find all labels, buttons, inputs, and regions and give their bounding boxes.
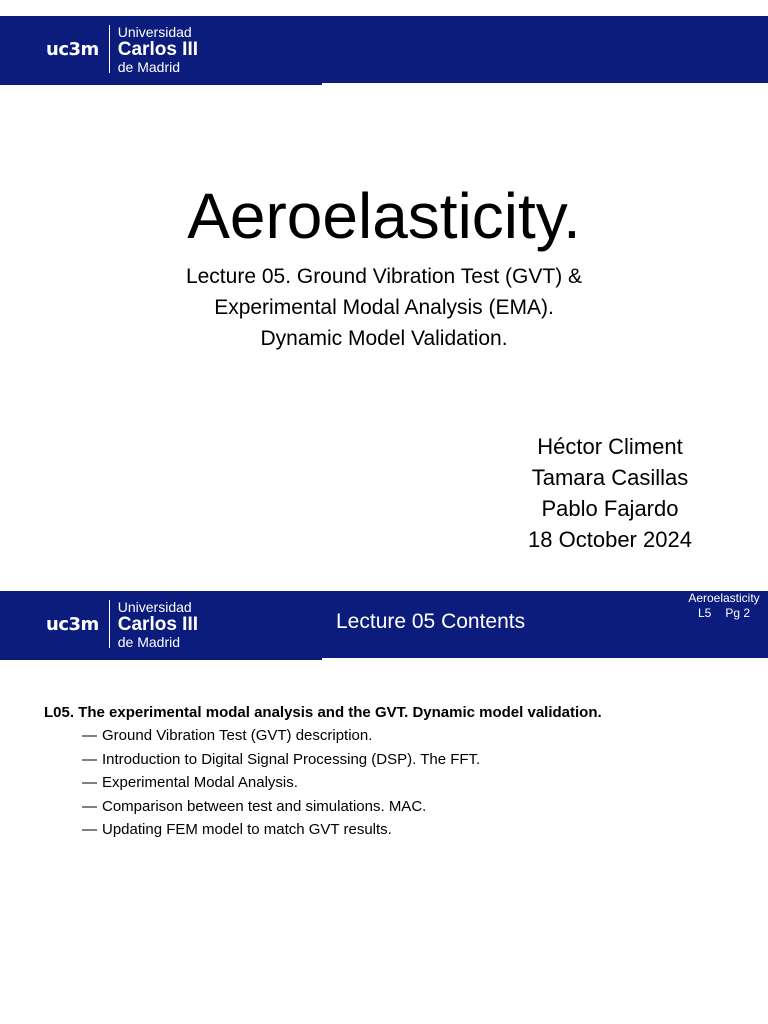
list-item: [82, 748, 480, 772]
authors-block: [500, 431, 720, 555]
logo-short: uc3m: [46, 613, 99, 635]
author-name: Héctor Climent: [537, 434, 683, 459]
contents-list: [82, 724, 480, 842]
logo-university-name: [118, 600, 198, 649]
slide-subtitle: [0, 261, 768, 354]
bullet-dash: —: [82, 797, 97, 815]
lecture-date: 18 October 2024: [528, 527, 692, 552]
subtitle-line: Experimental Modal Analysis (EMA).: [214, 296, 554, 319]
logo-line-2: Carlos III: [117, 613, 199, 635]
author-name: Tamara Casillas: [531, 465, 689, 490]
list-item-text: Updating FEM model to match GVT results.: [102, 821, 392, 839]
logo-line-1: Universidad: [117, 23, 192, 40]
logo-line-3: de Madrid: [117, 58, 181, 75]
list-item-text: Experimental Modal Analysis.: [102, 774, 298, 792]
logo-separator: [109, 600, 110, 648]
bullet-dash: —: [82, 750, 97, 768]
logo-line-1: Universidad: [117, 598, 192, 615]
list-item: [82, 724, 480, 748]
logo-university-name: [118, 25, 198, 74]
uc3m-logo: [46, 22, 198, 76]
logo-short: uc3m: [46, 38, 99, 60]
slide1-header: [0, 16, 768, 83]
logo-separator: [109, 25, 110, 73]
slide-title: Aeroelasticity.: [187, 180, 581, 252]
lecture-number: L5: [697, 606, 712, 620]
bullet-dash: —: [82, 727, 97, 744]
list-item-text: Ground Vibration Test (GVT) description.: [102, 727, 373, 744]
logo-line-3: de Madrid: [117, 633, 181, 650]
slide2-header-underline: [0, 658, 322, 660]
contents-heading: L05. The experimental modal analysis and the GVT. Dynamic model validation.: [44, 704, 602, 721]
page-corner-info: [680, 591, 768, 621]
list-item-text: Introduction to Digital Signal Processing (DSP). The FFT.: [102, 750, 481, 768]
bullet-dash: —: [82, 821, 97, 839]
lecture-page-row: [680, 606, 768, 621]
list-item: [82, 795, 480, 819]
list-item: [82, 818, 480, 842]
author-name: Pablo Fajardo: [541, 496, 679, 521]
bullet-dash: —: [82, 774, 97, 792]
list-item: [82, 771, 480, 795]
course-name: Aeroelasticity: [688, 591, 760, 605]
subtitle-line: Lecture 05. Ground Vibration Test (GVT) &: [185, 265, 583, 288]
page-number: Pg 2: [725, 606, 751, 620]
uc3m-logo: [46, 597, 198, 651]
slide2-header: [0, 591, 768, 658]
subtitle-line: Dynamic Model Validation.: [260, 327, 508, 350]
list-item-text: Comparison between test and simulations. MAC.: [102, 797, 427, 815]
slide1-header-underline: [0, 83, 322, 85]
logo-line-2: Carlos III: [117, 38, 199, 60]
contents-title: Lecture 05 Contents: [336, 610, 526, 633]
